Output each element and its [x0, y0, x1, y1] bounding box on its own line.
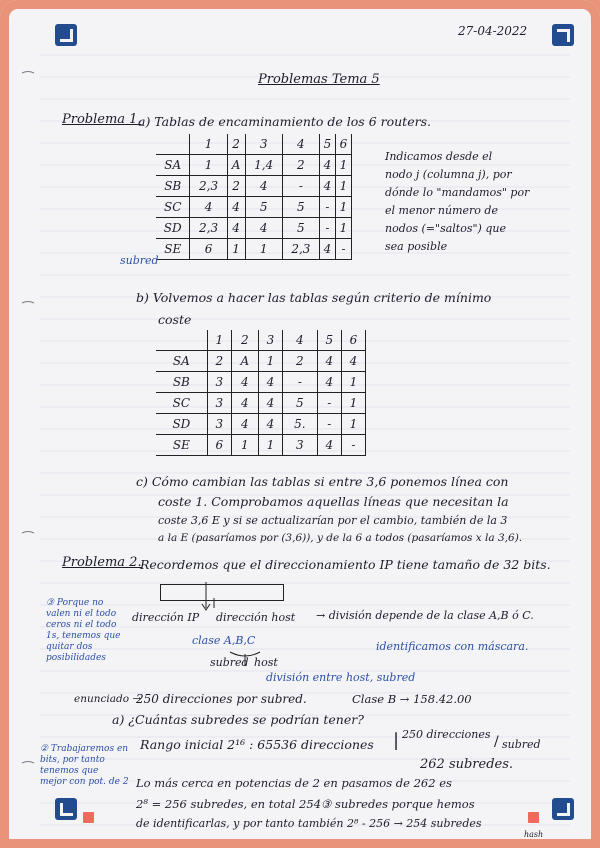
- column-header: 1: [207, 330, 231, 351]
- table-cell: 1: [335, 218, 351, 239]
- table-cell: 3: [207, 414, 231, 435]
- note-line: el menor número de: [385, 204, 498, 217]
- note-line: mejor con pot. de 2: [40, 777, 129, 787]
- corner-bracket-icon-top-left: [55, 24, 77, 46]
- subred-note: subred: [120, 254, 159, 267]
- column-header: 6: [335, 134, 351, 155]
- ip-right-label: dirección host: [216, 611, 296, 624]
- accent-square: [83, 812, 94, 823]
- column-header: 6: [341, 330, 365, 351]
- table-cell: 4: [319, 239, 335, 260]
- table-cell: 5: [282, 218, 319, 239]
- column-header: 1: [190, 134, 227, 155]
- table-cell: 2,3: [190, 218, 227, 239]
- line-2-8: 2⁸ = 256 subredes, en total 254③ subredes porque hemos: [136, 797, 475, 811]
- note-line: sea posible: [385, 240, 448, 253]
- table-cell: 1: [341, 393, 365, 414]
- table-cell: 4: [319, 176, 335, 197]
- row-label: SC: [156, 197, 190, 218]
- table-corner: [156, 330, 207, 351]
- ip-subred-label: subred: [210, 656, 249, 669]
- rango-text: Rango inicial 2¹⁶ : 65536 direcciones: [140, 737, 374, 752]
- table-cell: 5: [245, 197, 282, 218]
- table-cell: 1: [335, 176, 351, 197]
- table-cell: 4: [317, 351, 341, 372]
- table-cell: 6: [207, 435, 231, 456]
- table-row: [156, 351, 366, 372]
- table-cell: 4: [245, 218, 282, 239]
- ip-left-label: dirección IP: [132, 611, 200, 624]
- table-cell: 1: [245, 239, 282, 260]
- note-line: ceros ni el todo: [46, 620, 117, 630]
- table-cell: 1: [190, 155, 227, 176]
- question-a: a) ¿Cuántas subredes se podrían tener?: [112, 712, 364, 727]
- table-cell: 1: [258, 351, 282, 372]
- table-cell: 6: [190, 239, 227, 260]
- table-cell: 4: [341, 351, 365, 372]
- table-cell: 4: [231, 414, 258, 435]
- table-cell: 1: [335, 155, 351, 176]
- table-cell: -: [341, 435, 365, 456]
- table-cell: 1: [227, 239, 245, 260]
- fraction-divider: |: [393, 730, 400, 751]
- table-row: [156, 435, 366, 456]
- table-cell: 2,3: [282, 239, 319, 260]
- table-cell: -: [282, 176, 319, 197]
- line-identificar: de identificarlas, y por tanto también 2⁸ - 256 → 254 subredes: [136, 817, 482, 830]
- table-cell: 2: [207, 351, 231, 372]
- table-cell: -: [317, 393, 341, 414]
- line-potencias: Lo más cerca en potencias de 2 en pasamos de 262 es: [136, 776, 452, 790]
- table-cell: 4: [227, 218, 245, 239]
- table-cell: 4: [231, 372, 258, 393]
- row-label: SE: [156, 239, 190, 260]
- table-cell: 3: [207, 393, 231, 414]
- column-header: 4: [282, 134, 319, 155]
- table-cell: 2: [227, 176, 245, 197]
- note-line: bits, por tanto: [40, 755, 105, 765]
- row-label: SD: [156, 218, 190, 239]
- note-line: 1s, tenemos que: [46, 631, 121, 641]
- corner-bracket-icon-bottom-right: [552, 798, 574, 820]
- table-cell: 1,4: [245, 155, 282, 176]
- note-line: ③ Porque no: [46, 598, 104, 608]
- column-header: 5: [319, 134, 335, 155]
- column-header: 3: [258, 330, 282, 351]
- note-line: nodos (="saltos") que: [385, 222, 506, 235]
- table-cell: 4: [258, 414, 282, 435]
- table-cell: 1: [258, 435, 282, 456]
- column-header: 2: [227, 134, 245, 155]
- fraction-slash: /: [494, 734, 499, 750]
- table-cell: -: [317, 414, 341, 435]
- date: 27-04-2022: [458, 24, 528, 38]
- problem-1-label: Problema 1.: [62, 112, 142, 127]
- note-line: valen ni el todo: [46, 609, 117, 619]
- table-header-row: [156, 134, 352, 155]
- table-cell: 5: [282, 393, 317, 414]
- table-cell: 5.: [282, 414, 317, 435]
- row-label: SC: [156, 393, 207, 414]
- table-cell: A: [231, 351, 258, 372]
- column-header: 4: [282, 330, 317, 351]
- table-cell: 2: [282, 155, 319, 176]
- table-cell: 2: [282, 351, 317, 372]
- problem-1c-line-2: coste 1. Comprobamos aquellas líneas que necesitan la: [158, 494, 509, 509]
- routing-table-a: [156, 134, 352, 260]
- ip-arrow-note: → división depende de la clase A,B ó C.: [316, 609, 534, 622]
- note-line: ② Trabajaremos en: [40, 744, 129, 754]
- table-cell: 3: [282, 435, 317, 456]
- table-cell: 4: [227, 197, 245, 218]
- note-line: dónde lo "mandamos" por: [385, 186, 530, 199]
- table-row: [156, 155, 352, 176]
- table-cell: 4: [190, 197, 227, 218]
- page-title: Problemas Tema 5: [258, 72, 380, 87]
- ip-clase-label: clase A,B,C: [192, 634, 256, 647]
- note-line: posibilidades: [46, 653, 106, 663]
- note-line: nodo j (columna j), por: [385, 168, 512, 181]
- table-cell: 5: [282, 197, 319, 218]
- problem-1c-line-4: a la E (pasaríamos por (3,6)), y de la 6 a todos (pasaríamos x la 3,6).: [158, 532, 523, 544]
- table-cell: A: [227, 155, 245, 176]
- table-row: [156, 176, 352, 197]
- problem-1b-line-1: b) Volvemos a hacer las tablas según criterio de mínimo: [136, 290, 492, 305]
- enunciado-text: 250 direcciones por subred.: [136, 692, 307, 706]
- table-cell: 1: [341, 414, 365, 435]
- table-cell: 4: [317, 435, 341, 456]
- routing-table-b: [156, 330, 366, 456]
- problem-1a-text: a) Tablas de encaminamiento de los 6 routers.: [138, 114, 431, 129]
- problem-1c-line-1: c) Cómo cambian las tablas si entre 3,6 ponemos línea con: [136, 474, 509, 489]
- hash-note: hash: [524, 830, 544, 839]
- accent-square: [528, 812, 539, 823]
- column-header: 3: [245, 134, 282, 155]
- problem-2-intro: Recordemos que el direccionamiento IP tiene tamaño de 32 bits.: [140, 557, 551, 572]
- table-cell: 4: [258, 393, 282, 414]
- problem-1c-line-3: coste 3,6 E y si se actualizarían por el cambio, también de la 3: [158, 514, 508, 527]
- ip-host-label: host: [254, 656, 278, 669]
- table-cell: -: [282, 372, 317, 393]
- fraction-numerator: 250 direcciones: [402, 728, 491, 741]
- table-row: [156, 239, 352, 260]
- row-label: SA: [156, 351, 207, 372]
- table-row: [156, 414, 366, 435]
- table-row: [156, 372, 366, 393]
- corner-bracket-icon-bottom-left: [55, 798, 77, 820]
- table-cell: 2,3: [190, 176, 227, 197]
- table-row: [156, 218, 352, 239]
- row-label: SD: [156, 414, 207, 435]
- table-row: [156, 393, 366, 414]
- table-header-row: [156, 330, 366, 351]
- clase-b: Clase B → 158.42.00: [352, 692, 472, 706]
- problem-2-label: Problema 2.: [62, 555, 142, 570]
- result: 262 subredes.: [420, 757, 514, 772]
- note-line: Indicamos desde el: [385, 150, 493, 163]
- table-cell: 1: [341, 372, 365, 393]
- column-header: 5: [317, 330, 341, 351]
- row-label: SA: [156, 155, 190, 176]
- table-cell: 3: [207, 372, 231, 393]
- column-header: 2: [231, 330, 258, 351]
- row-label: SB: [156, 176, 190, 197]
- ip-mascara-note: identificamos con máscara.: [376, 640, 529, 653]
- table-cell: 4: [317, 372, 341, 393]
- enunciado-label: enunciado →: [74, 693, 142, 705]
- table-corner: [156, 134, 190, 155]
- table-cell: 4: [245, 176, 282, 197]
- table-cell: -: [319, 218, 335, 239]
- table-cell: 1: [231, 435, 258, 456]
- problem-1b-line-2: coste: [158, 312, 192, 327]
- table-cell: 4: [231, 393, 258, 414]
- table-cell: 4: [258, 372, 282, 393]
- note-line: quitar dos: [46, 642, 93, 652]
- table-cell: 4: [319, 155, 335, 176]
- table-cell: -: [335, 239, 351, 260]
- table-row: [156, 197, 352, 218]
- table-cell: -: [319, 197, 335, 218]
- ip-division-note: división entre host, subred: [266, 671, 416, 684]
- table-cell: 1: [335, 197, 351, 218]
- fraction-denominator: subred: [502, 738, 541, 751]
- note-line: tenemos que: [40, 766, 99, 776]
- row-label: SE: [156, 435, 207, 456]
- corner-bracket-icon-top-right: [552, 24, 574, 46]
- row-label: SB: [156, 372, 207, 393]
